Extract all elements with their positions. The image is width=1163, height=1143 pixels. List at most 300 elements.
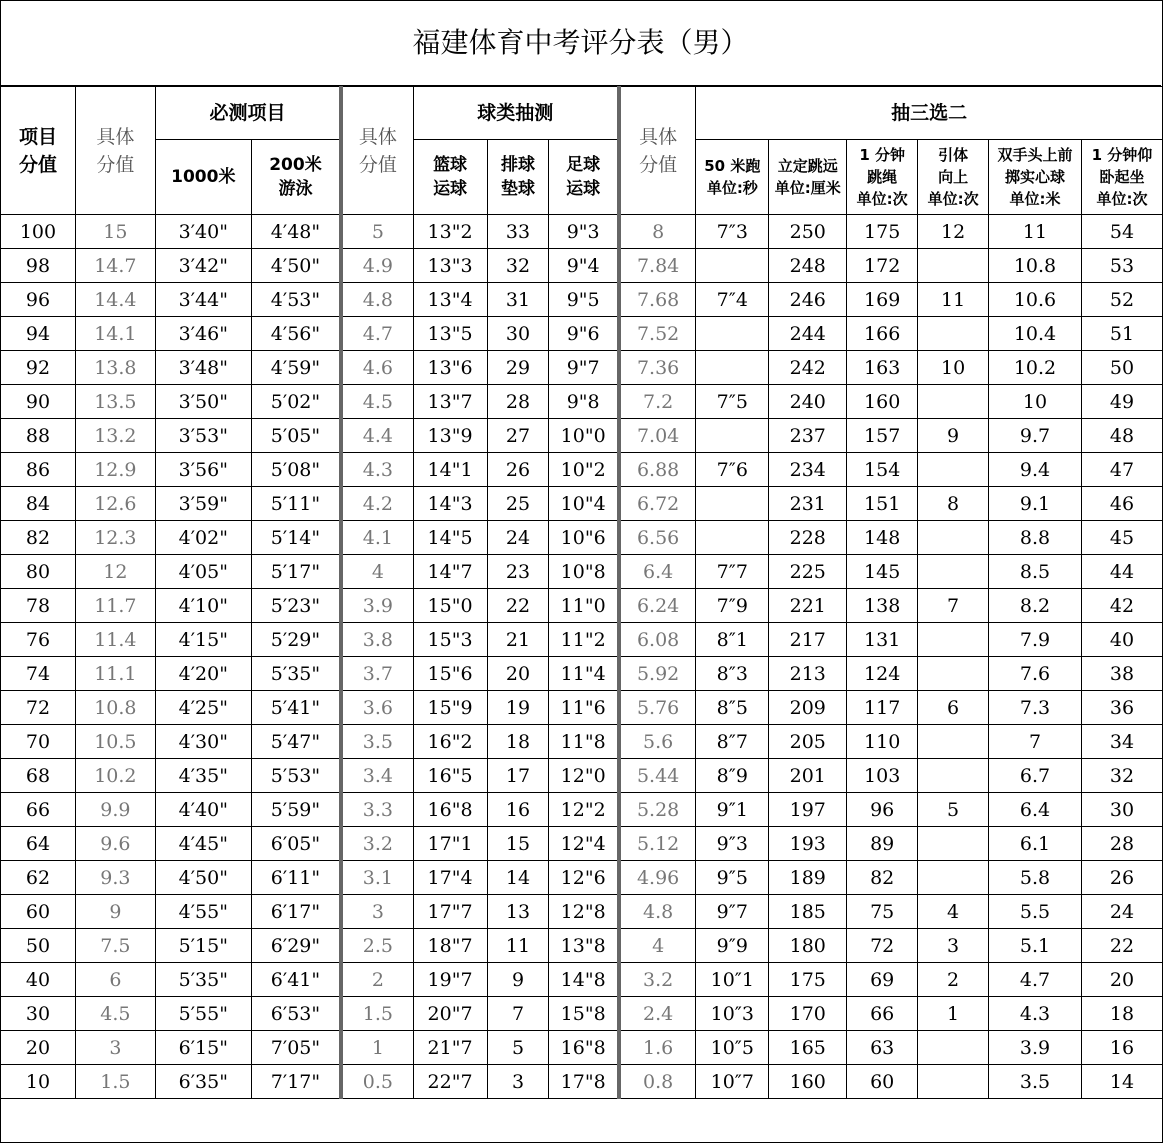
cell-score: 68 xyxy=(1,759,76,793)
cell-long-jump: 170 xyxy=(769,997,847,1031)
cell-run-1000: 4′10" xyxy=(155,589,251,623)
cell-basketball: 15"3 xyxy=(413,623,487,657)
cell-basketball: 17"1 xyxy=(413,827,487,861)
cell-specific-score-2: 3.8 xyxy=(341,623,413,657)
cell-specific-score-1: 15 xyxy=(75,215,155,249)
cell-long-jump: 244 xyxy=(769,317,847,351)
cell-run-50: 10″1 xyxy=(696,963,769,997)
cell-pull-up: 8 xyxy=(918,487,989,521)
cell-pull-up xyxy=(918,725,989,759)
cell-run-1000: 4′45" xyxy=(155,827,251,861)
cell-volleyball: 11 xyxy=(487,929,549,963)
cell-sit-up: 34 xyxy=(1081,725,1162,759)
cell-medicine-ball: 6.1 xyxy=(989,827,1082,861)
table-row xyxy=(1,317,1163,351)
cell-score: 76 xyxy=(1,623,76,657)
cell-run-1000: 3′48" xyxy=(155,351,251,385)
header-rope-skip-line1: 1 分钟 xyxy=(859,146,905,164)
cell-medicine-ball: 5.1 xyxy=(989,929,1082,963)
cell-basketball: 13"6 xyxy=(413,351,487,385)
cell-long-jump: 231 xyxy=(769,487,847,521)
cell-specific-score-3: 4 xyxy=(619,929,696,963)
cell-long-jump: 193 xyxy=(769,827,847,861)
cell-sit-up: 50 xyxy=(1081,351,1162,385)
header-football-line2: 运球 xyxy=(566,179,601,199)
table-row xyxy=(1,657,1163,691)
cell-football: 12"2 xyxy=(549,793,619,827)
cell-long-jump: 237 xyxy=(769,419,847,453)
cell-football: 10"6 xyxy=(549,521,619,555)
cell-specific-score-1: 14.7 xyxy=(75,249,155,283)
cell-run-50: 8″7 xyxy=(696,725,769,759)
header-medicine-ball-line2: 掷实心球 xyxy=(1004,168,1065,186)
header-pull-up-line3: 单位:次 xyxy=(927,190,979,208)
cell-run-50: 7″6 xyxy=(696,453,769,487)
cell-football: 11"4 xyxy=(549,657,619,691)
cell-medicine-ball: 7.6 xyxy=(989,657,1082,691)
cell-specific-score-3: 5.12 xyxy=(619,827,696,861)
cell-medicine-ball: 6.7 xyxy=(989,759,1082,793)
cell-specific-score-3: 7.84 xyxy=(619,249,696,283)
cell-sit-up: 38 xyxy=(1081,657,1162,691)
cell-pull-up: 1 xyxy=(918,997,989,1031)
cell-basketball: 14"7 xyxy=(413,555,487,589)
header-swim-200 xyxy=(251,140,341,215)
cell-score: 72 xyxy=(1,691,76,725)
cell-specific-score-3: 0.8 xyxy=(619,1065,696,1099)
cell-run-50: 7″7 xyxy=(696,555,769,589)
cell-pull-up xyxy=(918,1031,989,1065)
cell-pull-up: 7 xyxy=(918,589,989,623)
cell-medicine-ball: 7 xyxy=(989,725,1082,759)
cell-basketball: 22"7 xyxy=(413,1065,487,1099)
cell-swim-200: 6′41" xyxy=(251,963,341,997)
cell-score: 30 xyxy=(1,997,76,1031)
cell-swim-200: 4′53" xyxy=(251,283,341,317)
header-run-1000: 1000米 xyxy=(155,140,251,215)
cell-volleyball: 33 xyxy=(487,215,549,249)
cell-specific-score-3: 6.4 xyxy=(619,555,696,589)
cell-specific-score-3: 2.4 xyxy=(619,997,696,1031)
cell-run-1000: 6′35" xyxy=(155,1065,251,1099)
cell-run-1000: 3′50" xyxy=(155,385,251,419)
header-sit-up-line2: 卧起坐 xyxy=(1099,168,1145,186)
cell-volleyball: 24 xyxy=(487,521,549,555)
cell-specific-score-3: 5.6 xyxy=(619,725,696,759)
cell-basketball: 19"7 xyxy=(413,963,487,997)
cell-run-1000: 3′40" xyxy=(155,215,251,249)
cell-run-1000: 5′35" xyxy=(155,963,251,997)
cell-long-jump: 240 xyxy=(769,385,847,419)
cell-sit-up: 24 xyxy=(1081,895,1162,929)
cell-football: 16"8 xyxy=(549,1031,619,1065)
cell-score: 10 xyxy=(1,1065,76,1099)
cell-volleyball: 17 xyxy=(487,759,549,793)
cell-swim-200: 5′11" xyxy=(251,487,341,521)
table-row xyxy=(1,351,1163,385)
table-row xyxy=(1,283,1163,317)
table-row xyxy=(1,521,1163,555)
cell-specific-score-1: 12.9 xyxy=(75,453,155,487)
cell-run-1000: 3′42" xyxy=(155,249,251,283)
cell-medicine-ball: 11 xyxy=(989,215,1082,249)
cell-score: 64 xyxy=(1,827,76,861)
cell-basketball: 20"7 xyxy=(413,997,487,1031)
table-row xyxy=(1,725,1163,759)
cell-run-50: 9″3 xyxy=(696,827,769,861)
cell-swim-200: 6′53" xyxy=(251,997,341,1031)
cell-volleyball: 25 xyxy=(487,487,549,521)
cell-specific-score-3: 4.96 xyxy=(619,861,696,895)
cell-basketball: 14"5 xyxy=(413,521,487,555)
page-title: 福建体育中考评分表（男） xyxy=(0,0,1161,86)
cell-specific-score-2: 3.3 xyxy=(341,793,413,827)
cell-volleyball: 9 xyxy=(487,963,549,997)
cell-long-jump: 221 xyxy=(769,589,847,623)
cell-run-50 xyxy=(696,521,769,555)
cell-specific-score-1: 12 xyxy=(75,555,155,589)
cell-football: 9"4 xyxy=(549,249,619,283)
cell-score: 90 xyxy=(1,385,76,419)
cell-pull-up: 11 xyxy=(918,283,989,317)
cell-medicine-ball: 10.8 xyxy=(989,249,1082,283)
cell-score: 50 xyxy=(1,929,76,963)
cell-run-50: 9″5 xyxy=(696,861,769,895)
table-row xyxy=(1,929,1163,963)
header-volleyball-line1: 排球 xyxy=(500,155,535,175)
cell-medicine-ball: 4.7 xyxy=(989,963,1082,997)
header-football xyxy=(549,140,619,215)
cell-basketball: 13"7 xyxy=(413,385,487,419)
cell-rope-skip: 175 xyxy=(847,215,918,249)
table-row xyxy=(1,759,1163,793)
table-row xyxy=(1,555,1163,589)
cell-run-1000: 4′05" xyxy=(155,555,251,589)
cell-rope-skip: 157 xyxy=(847,419,918,453)
cell-specific-score-2: 3.2 xyxy=(341,827,413,861)
cell-long-jump: 213 xyxy=(769,657,847,691)
header-pull-up xyxy=(918,140,989,215)
cell-pull-up xyxy=(918,827,989,861)
header-run-50 xyxy=(696,140,769,215)
cell-medicine-ball: 5.5 xyxy=(989,895,1082,929)
cell-medicine-ball: 9.7 xyxy=(989,419,1082,453)
cell-football: 11"8 xyxy=(549,725,619,759)
cell-sit-up: 54 xyxy=(1081,215,1162,249)
cell-specific-score-2: 3.1 xyxy=(341,861,413,895)
header-item-score-line2: 分值 xyxy=(18,153,57,176)
cell-football: 11"0 xyxy=(549,589,619,623)
cell-football: 9"3 xyxy=(549,215,619,249)
table-row xyxy=(1,419,1163,453)
cell-run-50 xyxy=(696,419,769,453)
cell-specific-score-2: 2 xyxy=(341,963,413,997)
cell-pull-up: 4 xyxy=(918,895,989,929)
cell-volleyball: 26 xyxy=(487,453,549,487)
cell-sit-up: 14 xyxy=(1081,1065,1162,1099)
score-table xyxy=(0,86,1163,1099)
cell-specific-score-2: 3.7 xyxy=(341,657,413,691)
cell-specific-score-3: 6.24 xyxy=(619,589,696,623)
cell-specific-score-1: 4.5 xyxy=(75,997,155,1031)
cell-specific-score-1: 3 xyxy=(75,1031,155,1065)
cell-swim-200: 6′05" xyxy=(251,827,341,861)
cell-rope-skip: 138 xyxy=(847,589,918,623)
cell-rope-skip: 124 xyxy=(847,657,918,691)
cell-basketball: 14"3 xyxy=(413,487,487,521)
header-specific-score-3 xyxy=(619,87,696,215)
cell-pull-up: 10 xyxy=(918,351,989,385)
table-footer-blank xyxy=(0,1100,1161,1141)
cell-basketball: 16"2 xyxy=(413,725,487,759)
header-pull-up-line1: 引体 xyxy=(938,146,969,164)
cell-swim-200: 5′35" xyxy=(251,657,341,691)
cell-specific-score-2: 4.7 xyxy=(341,317,413,351)
cell-rope-skip: 160 xyxy=(847,385,918,419)
cell-medicine-ball: 8.5 xyxy=(989,555,1082,589)
cell-swim-200: 7′05" xyxy=(251,1031,341,1065)
cell-swim-200: 5′41" xyxy=(251,691,341,725)
cell-specific-score-3: 6.08 xyxy=(619,623,696,657)
cell-rope-skip: 169 xyxy=(847,283,918,317)
header-basketball-line2: 运球 xyxy=(433,179,468,199)
cell-rope-skip: 148 xyxy=(847,521,918,555)
cell-sit-up: 40 xyxy=(1081,623,1162,657)
cell-volleyball: 30 xyxy=(487,317,549,351)
cell-swim-200: 5′17" xyxy=(251,555,341,589)
cell-specific-score-1: 13.5 xyxy=(75,385,155,419)
cell-run-50: 10″7 xyxy=(696,1065,769,1099)
cell-specific-score-2: 5 xyxy=(341,215,413,249)
cell-specific-score-3: 6.72 xyxy=(619,487,696,521)
cell-medicine-ball: 3.5 xyxy=(989,1065,1082,1099)
cell-medicine-ball: 6.4 xyxy=(989,793,1082,827)
cell-specific-score-2: 4.9 xyxy=(341,249,413,283)
cell-sit-up: 51 xyxy=(1081,317,1162,351)
cell-run-1000: 4′40" xyxy=(155,793,251,827)
table-row xyxy=(1,861,1163,895)
header-volleyball-line2: 垫球 xyxy=(500,179,535,199)
cell-rope-skip: 60 xyxy=(847,1065,918,1099)
cell-score: 88 xyxy=(1,419,76,453)
header-medicine-ball xyxy=(989,140,1082,215)
cell-basketball: 14"1 xyxy=(413,453,487,487)
cell-run-1000: 3′46" xyxy=(155,317,251,351)
cell-sit-up: 26 xyxy=(1081,861,1162,895)
cell-basketball: 13"5 xyxy=(413,317,487,351)
header-rope-skip xyxy=(847,140,918,215)
cell-specific-score-3: 6.88 xyxy=(619,453,696,487)
cell-rope-skip: 69 xyxy=(847,963,918,997)
cell-volleyball: 28 xyxy=(487,385,549,419)
cell-run-1000: 4′02" xyxy=(155,521,251,555)
cell-rope-skip: 110 xyxy=(847,725,918,759)
table-row xyxy=(1,895,1163,929)
cell-sit-up: 42 xyxy=(1081,589,1162,623)
cell-pull-up: 3 xyxy=(918,929,989,963)
cell-sit-up: 45 xyxy=(1081,521,1162,555)
header-sit-up-line1: 1 分钟仰 xyxy=(1091,146,1153,164)
cell-medicine-ball: 9.4 xyxy=(989,453,1082,487)
header-item-score-line1: 项目 xyxy=(18,125,57,148)
cell-swim-200: 6′17" xyxy=(251,895,341,929)
cell-volleyball: 14 xyxy=(487,861,549,895)
cell-basketball: 18"7 xyxy=(413,929,487,963)
cell-run-50: 9″9 xyxy=(696,929,769,963)
cell-specific-score-3: 5.44 xyxy=(619,759,696,793)
cell-long-jump: 250 xyxy=(769,215,847,249)
cell-rope-skip: 117 xyxy=(847,691,918,725)
cell-sit-up: 30 xyxy=(1081,793,1162,827)
cell-score: 98 xyxy=(1,249,76,283)
cell-medicine-ball: 4.3 xyxy=(989,997,1082,1031)
table-row xyxy=(1,249,1163,283)
cell-medicine-ball: 10.6 xyxy=(989,283,1082,317)
cell-football: 9"5 xyxy=(549,283,619,317)
cell-volleyball: 22 xyxy=(487,589,549,623)
cell-medicine-ball: 9.1 xyxy=(989,487,1082,521)
cell-football: 15"8 xyxy=(549,997,619,1031)
table-row xyxy=(1,1031,1163,1065)
cell-specific-score-1: 11.7 xyxy=(75,589,155,623)
cell-pull-up xyxy=(918,521,989,555)
cell-specific-score-3: 3.2 xyxy=(619,963,696,997)
cell-pull-up xyxy=(918,759,989,793)
cell-football: 11"2 xyxy=(549,623,619,657)
cell-football: 12"4 xyxy=(549,827,619,861)
cell-swim-200: 5′05" xyxy=(251,419,341,453)
cell-pull-up: 12 xyxy=(918,215,989,249)
cell-run-1000: 3′44" xyxy=(155,283,251,317)
cell-specific-score-1: 7.5 xyxy=(75,929,155,963)
cell-swim-200: 5′47" xyxy=(251,725,341,759)
cell-score: 62 xyxy=(1,861,76,895)
header-specific-score-1 xyxy=(75,87,155,215)
cell-volleyball: 15 xyxy=(487,827,549,861)
cell-specific-score-2: 1 xyxy=(341,1031,413,1065)
cell-volleyball: 20 xyxy=(487,657,549,691)
cell-pull-up xyxy=(918,657,989,691)
cell-run-50: 8″5 xyxy=(696,691,769,725)
cell-sit-up: 44 xyxy=(1081,555,1162,589)
cell-specific-score-2: 4.2 xyxy=(341,487,413,521)
cell-rope-skip: 82 xyxy=(847,861,918,895)
cell-volleyball: 21 xyxy=(487,623,549,657)
cell-specific-score-1: 9.9 xyxy=(75,793,155,827)
cell-run-50: 7″5 xyxy=(696,385,769,419)
cell-sit-up: 48 xyxy=(1081,419,1162,453)
cell-run-1000: 5′15" xyxy=(155,929,251,963)
cell-basketball: 17"7 xyxy=(413,895,487,929)
cell-rope-skip: 66 xyxy=(847,997,918,1031)
cell-specific-score-2: 3.9 xyxy=(341,589,413,623)
cell-rope-skip: 63 xyxy=(847,1031,918,1065)
cell-sit-up: 16 xyxy=(1081,1031,1162,1065)
cell-specific-score-3: 8 xyxy=(619,215,696,249)
table-row xyxy=(1,215,1163,249)
header-item-score xyxy=(1,87,76,215)
header-medicine-ball-line1: 双手头上前 xyxy=(997,146,1073,164)
cell-football: 12"6 xyxy=(549,861,619,895)
cell-basketball: 15"9 xyxy=(413,691,487,725)
cell-medicine-ball: 10.2 xyxy=(989,351,1082,385)
cell-volleyball: 3 xyxy=(487,1065,549,1099)
cell-specific-score-1: 9.6 xyxy=(75,827,155,861)
header-rope-skip-line2: 跳绳 xyxy=(867,168,898,186)
cell-swim-200: 6′11" xyxy=(251,861,341,895)
header-swim-200-line2: 游泳 xyxy=(278,179,313,199)
cell-rope-skip: 131 xyxy=(847,623,918,657)
cell-specific-score-2: 2.5 xyxy=(341,929,413,963)
cell-sit-up: 22 xyxy=(1081,929,1162,963)
cell-swim-200: 5′08" xyxy=(251,453,341,487)
cell-specific-score-3: 5.92 xyxy=(619,657,696,691)
cell-specific-score-2: 4.5 xyxy=(341,385,413,419)
table-row xyxy=(1,997,1163,1031)
header-medicine-ball-line3: 单位:米 xyxy=(1009,190,1061,208)
cell-long-jump: 175 xyxy=(769,963,847,997)
header-specific-score-2-line2: 分值 xyxy=(358,153,397,176)
cell-medicine-ball: 8.2 xyxy=(989,589,1082,623)
cell-swim-200: 5′53" xyxy=(251,759,341,793)
cell-volleyball: 18 xyxy=(487,725,549,759)
cell-pull-up: 9 xyxy=(918,419,989,453)
cell-sit-up: 46 xyxy=(1081,487,1162,521)
cell-swim-200: 4′59" xyxy=(251,351,341,385)
cell-volleyball: 23 xyxy=(487,555,549,589)
cell-medicine-ball: 10 xyxy=(989,385,1082,419)
cell-run-1000: 4′20" xyxy=(155,657,251,691)
cell-pull-up xyxy=(918,1065,989,1099)
cell-specific-score-2: 3 xyxy=(341,895,413,929)
cell-medicine-ball: 10.4 xyxy=(989,317,1082,351)
cell-football: 14"8 xyxy=(549,963,619,997)
table-row xyxy=(1,691,1163,725)
cell-pull-up xyxy=(918,453,989,487)
cell-specific-score-3: 7.2 xyxy=(619,385,696,419)
cell-run-1000: 4′35" xyxy=(155,759,251,793)
cell-specific-score-1: 13.8 xyxy=(75,351,155,385)
cell-sit-up: 32 xyxy=(1081,759,1162,793)
cell-sit-up: 52 xyxy=(1081,283,1162,317)
cell-rope-skip: 154 xyxy=(847,453,918,487)
cell-score: 96 xyxy=(1,283,76,317)
cell-football: 10"0 xyxy=(549,419,619,453)
header-specific-score-1-line2: 分值 xyxy=(96,153,135,176)
cell-volleyball: 5 xyxy=(487,1031,549,1065)
cell-run-50: 9″1 xyxy=(696,793,769,827)
cell-score: 100 xyxy=(1,215,76,249)
cell-specific-score-1: 12.6 xyxy=(75,487,155,521)
cell-run-50: 8″3 xyxy=(696,657,769,691)
cell-rope-skip: 103 xyxy=(847,759,918,793)
cell-specific-score-1: 11.1 xyxy=(75,657,155,691)
cell-specific-score-1: 12.3 xyxy=(75,521,155,555)
cell-football: 9"8 xyxy=(549,385,619,419)
cell-rope-skip: 75 xyxy=(847,895,918,929)
cell-basketball: 16"5 xyxy=(413,759,487,793)
cell-medicine-ball: 5.8 xyxy=(989,861,1082,895)
cell-basketball: 21"7 xyxy=(413,1031,487,1065)
header-specific-score-2-line1: 具体 xyxy=(358,125,397,148)
header-run-50-line1: 50 米跑 xyxy=(704,157,761,175)
header-basketball xyxy=(413,140,487,215)
cell-pull-up xyxy=(918,317,989,351)
cell-sit-up: 53 xyxy=(1081,249,1162,283)
header-specific-score-1-line1: 具体 xyxy=(96,125,135,148)
cell-run-50: 7″9 xyxy=(696,589,769,623)
cell-specific-score-3: 7.52 xyxy=(619,317,696,351)
